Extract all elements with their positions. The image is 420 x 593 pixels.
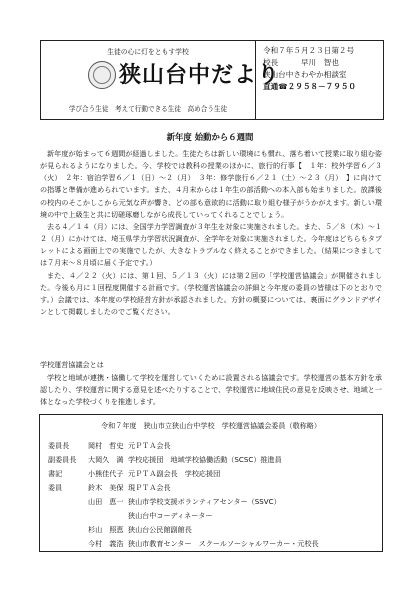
member-desc: 狭山台中コーディネーター [128,511,213,520]
issue-date: 令和７年５月２３日第２号 [263,46,355,55]
council-heading: 学校運営協議会とは [40,360,104,369]
school-slogan: 学び合う生徒 考えて行動できる生徒 高め合う生徒 [68,105,228,113]
member-name: 杉山 照恵 [88,525,124,534]
member-name: 小熊佳代子 [88,469,124,478]
paragraph: 新年度が始まって６週間が経過しました。生徒たちは新しい環境にも慣れ、落ち着いて授業に取り組む姿が見られるようになりました。今、学校では教科の授業のほかに、旅行的行事【 １年：校外学習６／３（火） ２年：宿泊学習６／１（日）～２（月） ３年：修学旅行６／２１（土）～２３（月） 】に向けての指導と準備が進められています。また、４月末からは１年生の部活動への本入部も始まりました。放課後の校内のそこかしこから元気な声が響き、どの部も意欲的に活動に取り組む様子がうかがえます。新しい環境の中で上級生と共に切磋琢磨しながら成長していってくれることでしょう。 [40,149,382,219]
members-box [39,414,383,552]
member-desc: 元ＰＴＡ会長 [128,441,171,450]
school-emblem-icon [88,61,116,89]
article-body [40,148,382,318]
member-desc: 狭山市学校支援ボランティアセンター（SSVC） [128,497,281,506]
member-desc: 狭山台公民館副館長 [128,525,192,534]
paragraph: 去る４／１４（月）には、全国学力学習調査が３年生を対象に実施されました。また、５／８（木）～１２（月）にかけては、埼玉県学力学習状況調査が、全学年を対象に実施されました。今年度はどちらもタブレットによる画面上での実施でしたが、大きなトラブルなく終えることができました。（結果につきましては７月末～８月頃に届く予定です。） [40,221,382,268]
member-name: 岡村 哲史 [88,441,124,450]
member-name: 鈴木 美保 [88,483,124,492]
newsletter-title: 狭山台中だより [119,62,281,88]
article-title: 新年度 始動から６週間 [166,132,254,142]
paragraph: 学校と地域が連携・協働して学校を運営していくために設置される協議会です。学校運営の基本方針を承認したり、学校運営に関する意見を述べたりすることで、学校運営に地域住民の意見を反映させ、地域と一体となった学校づくりを推進します。 [40,373,382,407]
member-desc: 学校応援団 地域学校協働活動（SCSC）推進員 [128,455,282,464]
member-desc: 元ＰＴＡ副会長 学校応援団 [128,469,221,478]
member-name: 今村 義浩 [88,539,124,548]
school-motto: 生徒の心に灯をともす学校 [107,48,189,56]
masthead [40,40,384,120]
member-role: 書記 [48,469,63,478]
masthead-info [263,45,381,93]
member-name: 大岡久 満 [88,455,124,464]
member-desc: 現ＰＴＡ会長 [128,483,171,492]
member-name: 山田 恵一 [88,497,124,506]
phone-number: 直通☎２９５８－７９５０ [263,82,356,91]
council-description [40,372,382,408]
masthead-title-area [41,41,281,119]
paragraph: また、４／２２（火）には、第１回、５／１３（火）には第２回の「学校運営協議会」が開催されました。今後も月に１回程度開催する計画です。（学校運営協議会の詳細と今年度の委員の皆様は下のとおりです。）会議では、本年度の学校経営方針が承認されました。方針の概要については、裏面にグランドデザインとして掲載しましたのでご覧ください。 [40,270,382,317]
principal-name: 校長 早川 智也 [263,58,339,67]
member-desc: 狭山市教育センター スクールソーシャルワーカー・元校長 [128,539,319,548]
members-title: 令和７年度 狭山市立狭山台中学校 学校運営協議会委員（敬称略） [101,421,321,430]
member-role: 副委員長 [48,455,77,464]
member-role: 委員 [48,483,63,492]
member-role: 委員長 [48,441,70,450]
counseling-room: 狭山台中さわやか相談室 [263,70,347,79]
